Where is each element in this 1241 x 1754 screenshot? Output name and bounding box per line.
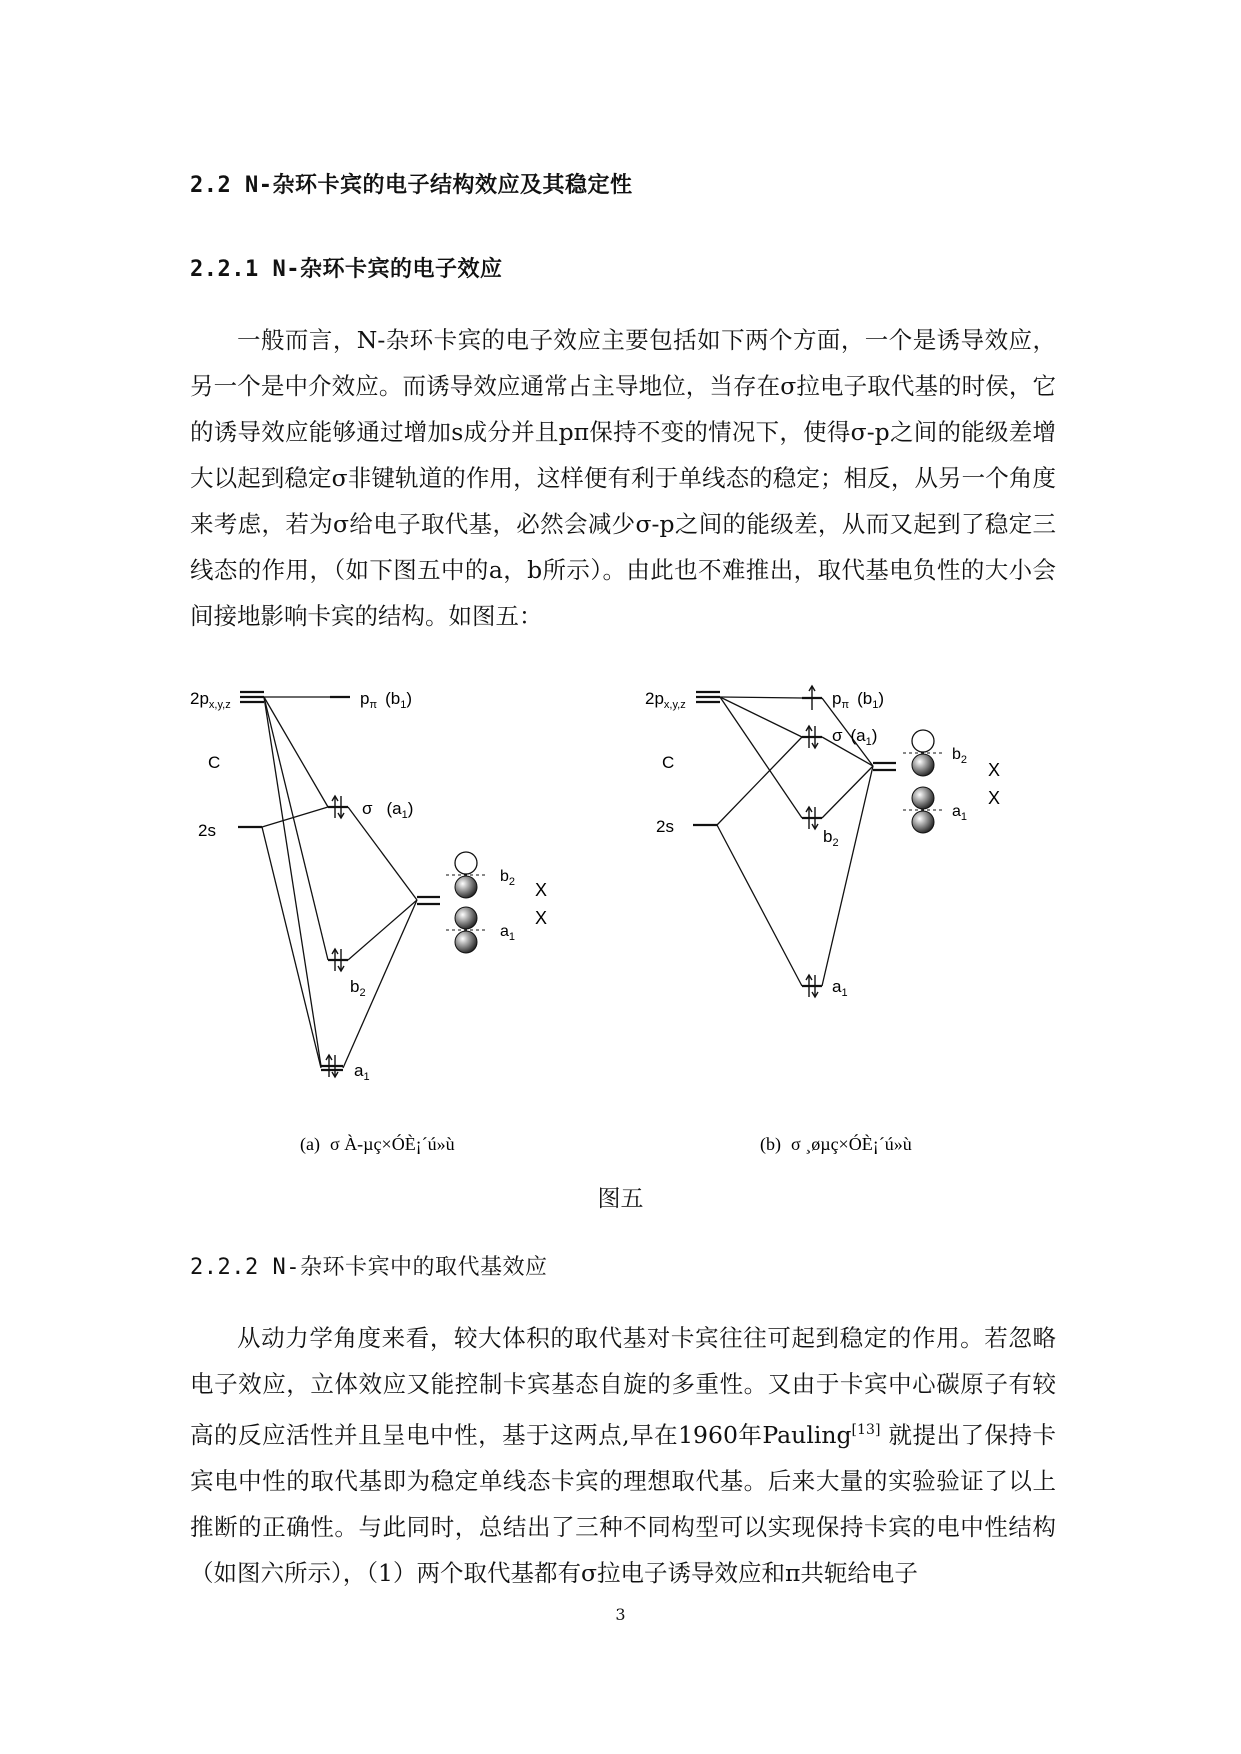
panel-a-2p-label: $2p_{x,y,z}$ bbox=[190, 689, 231, 711]
panel-a-sigma-label: σ $(a_1)$ bbox=[362, 799, 414, 821]
panel-b-orbital-a1-label: $a_1$ bbox=[952, 803, 968, 823]
panel-b bbox=[645, 686, 1000, 1155]
panel-a-electron-arrows bbox=[326, 796, 344, 1077]
panel-b-b2-label: $b_2$ bbox=[823, 827, 839, 849]
panel-a-2s-label: 2s bbox=[198, 821, 216, 840]
page-number: 3 bbox=[615, 1605, 626, 1624]
panel-a bbox=[190, 689, 547, 1155]
panel-b-2p-label: $2p_{x,y,z}$ bbox=[645, 689, 686, 711]
subsection-heading-2-2-2: 2.2.2 N-杂环卡宾中的取代基效应 bbox=[190, 1255, 548, 1280]
panel-a-orbital-b2-label: $b_2$ bbox=[500, 868, 516, 888]
reference-13[interactable]: [13] bbox=[851, 1422, 881, 1438]
paragraph-2-text: 从动力学角度来看，较大体积的取代基对卡宾往往可起到稳定的作用。若忽略电子效应，立体效应又能控制卡宾基态自旋的多重性。又由于卡宾中心碳原子有较高的反应活性并且呈电中性，基于这两点,早在1960年Pauling[13] 就提出了保持卡宾电中性的取代基即为稳定单线态卡宾的理想取代基。后来大量的实验验证了以上推断的正确性。与此同时，总结出了三种不同构型可以实现保持卡宾的电中性结构（如图六所示），（1）两个取代基都有σ拉电子诱导效应和π共轭给电子 bbox=[190, 1324, 1056, 1587]
panel-b-x-label-1: X bbox=[988, 760, 1001, 780]
panel-a-b2-label: $b_2$ bbox=[350, 977, 366, 999]
subsection-heading-2-2-1: 2.2.1 N-杂环卡宾的电子效应 bbox=[190, 257, 503, 282]
panel-b-sigma-label: σ $(a_1)$ bbox=[832, 726, 878, 748]
panel-a-x-label-1: X bbox=[535, 880, 548, 900]
panel-a-levels bbox=[238, 692, 440, 1070]
panel-b-ppi-label: $p_\pi$ $(b_1)$ bbox=[832, 689, 884, 711]
panel-b-subcaption: (b) σ ¸øµç×ÓÈ¡´ú»ù bbox=[760, 1134, 912, 1154]
panel-b-orbital-lobes bbox=[903, 730, 943, 833]
panel-a-carbon-label: C bbox=[208, 753, 221, 772]
panel-a-x-label-2: X bbox=[535, 908, 548, 928]
panel-b-electron-arrows bbox=[806, 686, 818, 997]
paragraph-substituent-effect bbox=[190, 1315, 1056, 1596]
orbital-diagram bbox=[190, 670, 1050, 1190]
figure-5 bbox=[190, 670, 1050, 1190]
panel-a-orbital-lobes bbox=[446, 852, 486, 953]
panel-b-2s-label: 2s bbox=[656, 817, 674, 836]
panel-a-subcaption: (a) σ À-µç×ÓÈ¡´ú»ù bbox=[300, 1134, 455, 1154]
paragraph-electronic-effect bbox=[190, 317, 1056, 639]
panel-a-a1-label: $a_1$ bbox=[354, 1061, 370, 1083]
section-heading: 2.2 N-杂环卡宾的电子结构效应及其稳定性 bbox=[190, 173, 633, 198]
panel-b-carbon-label: C bbox=[662, 753, 675, 772]
panel-a-ppi-label: $p_\pi$ $(b_1)$ bbox=[360, 689, 412, 711]
panel-a-orbital-a1-label: $a_1$ bbox=[500, 923, 516, 943]
panel-b-a1-label: $a_1$ bbox=[832, 977, 848, 999]
panel-a-correlation-lines bbox=[262, 697, 417, 1068]
paragraph-1-text: 一般而言，N-杂环卡宾的电子效应主要包括如下两个方面，一个是诱导效应，另一个是中介效应。而诱导效应通常占主导地位，当存在σ拉电子取代基的时侯，它的诱导效应能够通过增加s成分并且pπ保持不变的情况下，使得σ-p之间的能级差增大以起到稳定σ非键轨道的作用，这样便有利于单线态的稳定；相反，从另一个角度来考虑，若为σ给电子取代基，必然会减少σ-p之间的能级差，从而又起到了稳定三线态的作用，（如下图五中的a，b所示）。由此也不难推出，取代基电负性的大小会间接地影响卡宾的结构。如图五： bbox=[190, 326, 1056, 630]
panel-b-x-label-2: X bbox=[988, 788, 1001, 808]
figure-caption: 图五 bbox=[597, 1186, 644, 1212]
panel-b-orbital-b2-label: $b_2$ bbox=[952, 746, 968, 766]
